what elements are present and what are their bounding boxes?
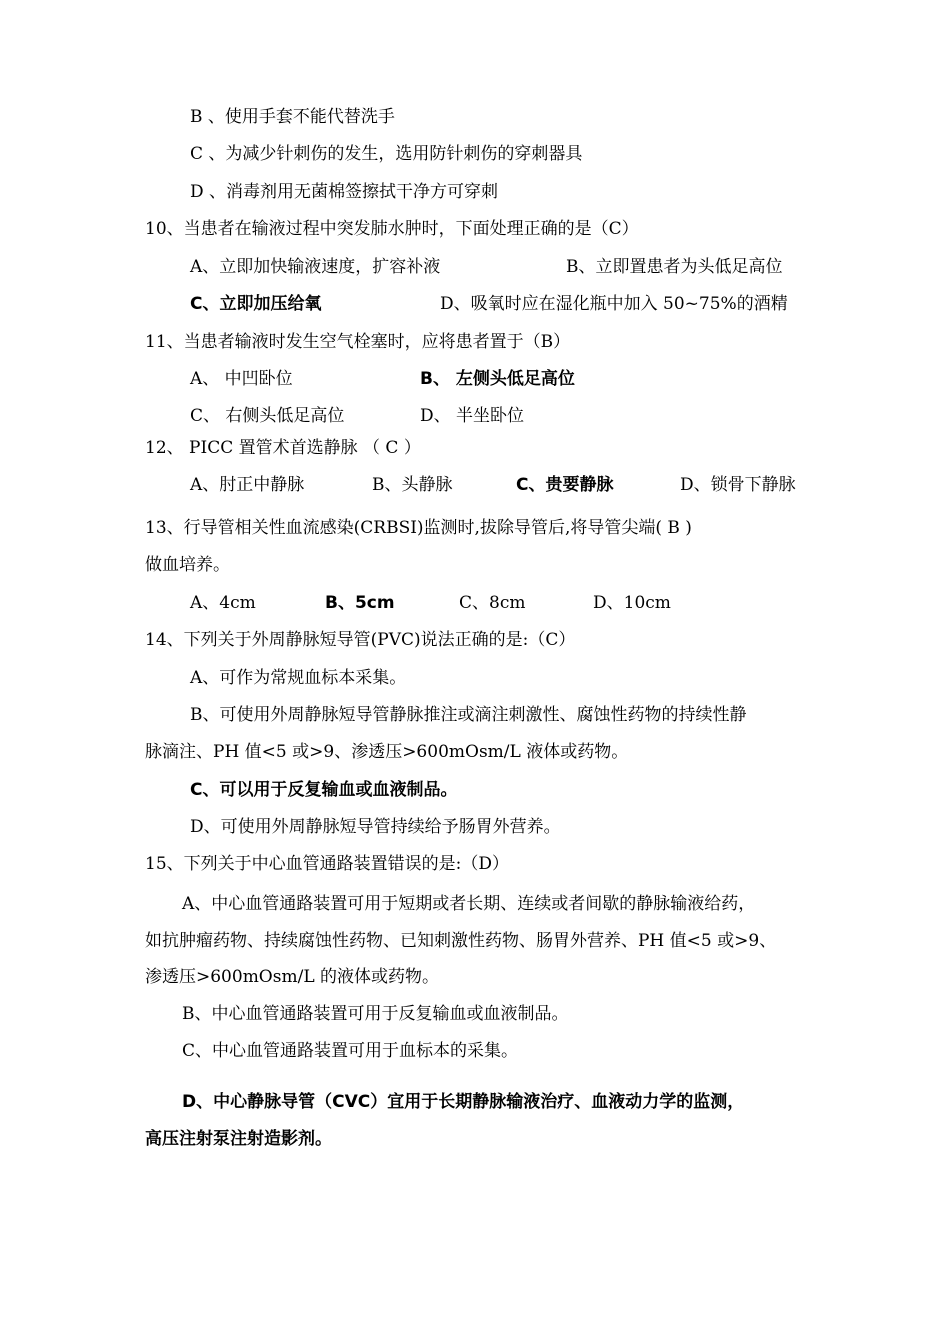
q14-stem: 14、下列关于外周静脉短导管(PVC)说法正确的是:（C） <box>145 630 576 650</box>
q11-option-a: A、 中凹卧位 <box>190 369 293 389</box>
q10-option-b: B、立即置患者为头低足高位 <box>566 257 783 277</box>
q13-option-b: B、5cm <box>325 593 395 613</box>
q15-option-d-line1: D、中心静脉导管（CVC）宜用于长期静脉输液治疗、血液动力学的监测， <box>182 1092 745 1112</box>
q10-stem: 10、当患者在输液过程中突发肺水肿时，下面处理正确的是（C） <box>145 219 639 239</box>
q13-option-d: D、10cm <box>593 593 671 613</box>
q14-option-b-line1: B、可使用外周静脉短导管静脉推注或滴注刺激性、腐蚀性药物的持续性静 <box>190 705 747 725</box>
q14-option-a: A、可作为常规血标本采集。 <box>190 668 407 688</box>
q9-option-d: D 、消毒剂用无菌棉签擦拭干净方可穿刺 <box>190 182 499 202</box>
q9-option-b: B 、使用手套不能代替洗手 <box>190 107 395 127</box>
q15-option-a-line1: A、中心血管通路装置可用于短期或者长期、连续或者间歇的静脉输液给药， <box>182 894 756 914</box>
q14-option-d: D、可使用外周静脉短导管持续给予肠胃外营养。 <box>190 817 561 837</box>
q12-option-b: B、头静脉 <box>372 475 453 495</box>
q11-option-c: C、 右侧头低足高位 <box>190 406 345 426</box>
q10-option-a: A、立即加快输液速度，扩容补液 <box>190 257 441 277</box>
q15-option-d-line2: 高压注射泵注射造影剂。 <box>145 1129 332 1149</box>
q11-stem: 11、当患者输液时发生空气栓塞时，应将患者置于（B） <box>145 332 571 352</box>
q15-option-a-line3: 渗透压>600mOsm/L 的液体或药物。 <box>145 967 440 987</box>
q12-option-d: D、锁骨下静脉 <box>680 475 796 495</box>
q15-option-b: B、中心血管通路装置可用于反复输血或血液制品。 <box>182 1004 569 1024</box>
q13-stem-line1: 13、行导管相关性血流感染(CRBSI)监测时,拔除导管后,将导管尖端( B ) <box>145 518 692 538</box>
q12-option-c: C、贵要静脉 <box>516 475 614 495</box>
q9-option-c: C 、为减少针刺伤的发生，选用防针刺伤的穿刺器具 <box>190 144 583 164</box>
q14-option-b-line2: 脉滴注、PH 值<5 或>9、渗透压>600mOsm/L 液体或药物。 <box>145 742 629 762</box>
q13-stem-line2: 做血培养。 <box>145 555 230 575</box>
q10-option-c: C、立即加压给氧 <box>190 294 322 314</box>
q12-option-a: A、肘正中静脉 <box>190 475 305 495</box>
q15-option-c: C、中心血管通路装置可用于血标本的采集。 <box>182 1041 519 1061</box>
q15-option-a-line2: 如抗肿瘤药物、持续腐蚀性药物、已知刺激性药物、肠胃外营养、PH 值<5 或>9、 <box>145 931 777 951</box>
q13-option-a: A、4cm <box>190 593 256 613</box>
q10-option-d: D、吸氧时应在湿化瓶中加入 50~75%的酒精 <box>440 294 788 314</box>
q12-stem: 12、 PICC 置管术首选静脉 （ C ） <box>145 438 421 458</box>
q11-option-d: D、 半坐卧位 <box>420 406 525 426</box>
q13-option-c: C、8cm <box>459 593 526 613</box>
q15-stem: 15、下列关于中心血管通路装置错误的是:（D） <box>145 854 509 874</box>
q14-option-c: C、可以用于反复输血或血液制品。 <box>190 780 458 800</box>
q11-option-b: B、 左侧头低足高位 <box>420 369 575 389</box>
